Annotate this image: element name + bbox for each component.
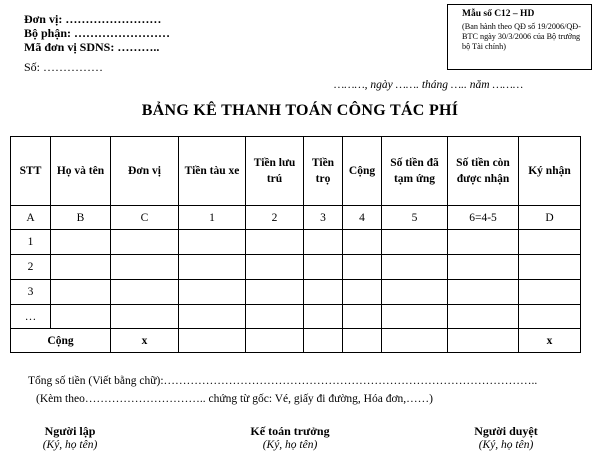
header-name: Họ và tên [51,137,111,206]
empty-cell [343,255,382,280]
empty-cell [519,255,581,280]
table-row [11,305,581,329]
signature-approver [426,424,586,451]
header-stt: STT [11,137,51,206]
empty-cell [111,280,179,305]
empty-cell [382,255,448,280]
code-cell: 2 [246,206,304,230]
empty-cell [179,329,246,353]
empty-cell [246,329,304,353]
table-total-row [11,329,581,353]
empty-cell [343,230,382,255]
attachment-note: (Kèm theo………………………….. chứng từ gốc: Vé, giấy đi đường, Hóa đơn,……) [36,393,434,405]
empty-cell [246,305,304,329]
form-code-box [447,4,592,70]
empty-cell [51,255,111,280]
signature-preparer [0,424,150,451]
empty-cell [304,329,343,353]
empty-cell [246,230,304,255]
code-cell: 3 [304,206,343,230]
department-field: Bộ phận: …………………… [24,26,171,40]
empty-cell [51,280,111,305]
signature-chief-accountant [210,424,370,451]
empty-cell [179,305,246,329]
empty-cell [51,305,111,329]
document-number-field: Số: …………… [24,60,104,74]
table-row [11,230,581,255]
code-cell: 5 [382,206,448,230]
empty-cell [448,255,519,280]
table-row [11,255,581,280]
empty-cell [343,305,382,329]
empty-cell [179,255,246,280]
empty-cell [111,230,179,255]
row-number: 1 [11,230,51,255]
empty-cell [111,305,179,329]
amount-in-words: Tổng số tiền (Viết bằng chữ):…………………………………………………………………………………….. [28,375,538,387]
header-allowance: Tiền lưu trú [246,137,304,206]
expense-table [10,136,581,353]
form-code: Mẫu số C12 – HD [462,9,535,19]
row-number: 3 [11,280,51,305]
empty-cell [382,230,448,255]
empty-cell [382,305,448,329]
signature-title: Người lập [44,424,96,438]
empty-cell [304,255,343,280]
row-number: … [11,305,51,329]
signature-title: Kế toán trưởng [250,424,330,438]
empty-cell [448,329,519,353]
unit-field: Đơn vị: …………………… [24,12,162,26]
empty-cell [448,230,519,255]
empty-cell [246,255,304,280]
header-unit: Đơn vị [111,137,179,206]
row-number: 2 [11,255,51,280]
empty-cell [382,329,448,353]
header-advance: Số tiền đã tạm ứng [382,137,448,206]
date-line: ………, ngày ……. tháng ….. năm ……… [334,79,524,91]
total-unit-x: x [111,329,179,353]
empty-cell [246,280,304,305]
signature-subtitle: (Ký, họ tên) [262,439,318,451]
form-regulation-note: (Ban hành theo QĐ số 19/2006/QĐ-BTC ngày 30/3/2006 của Bộ trưởng bộ Tài chính) [462,22,581,51]
empty-cell [304,305,343,329]
empty-cell [179,280,246,305]
empty-cell [343,280,382,305]
empty-cell [304,230,343,255]
code-cell: B [51,206,111,230]
signature-subtitle: (Ký, họ tên) [478,439,534,451]
code-cell: 4 [343,206,382,230]
total-label: Cộng [11,329,111,353]
code-cell: C [111,206,179,230]
total-signature-x: x [519,329,581,353]
empty-cell [179,230,246,255]
code-cell: 6=4-5 [448,206,519,230]
empty-cell [519,305,581,329]
header-remaining: Số tiền còn được nhận [448,137,519,206]
header-signature: Ký nhận [519,137,581,206]
table-row [11,280,581,305]
document-title: BẢNG KÊ THANH TOÁN CÔNG TÁC PHÍ [141,102,459,119]
empty-cell [51,230,111,255]
empty-cell [519,230,581,255]
table-code-row [11,206,581,230]
empty-cell [519,280,581,305]
code-cell: 1 [179,206,246,230]
signature-title: Người duyệt [474,424,538,438]
header-sum: Cộng [343,137,382,206]
code-cell: D [519,206,581,230]
signature-subtitle: (Ký, họ tên) [42,439,98,451]
empty-cell [448,280,519,305]
empty-cell [111,255,179,280]
empty-cell [304,280,343,305]
header-lodging: Tiền trọ [304,137,343,206]
code-cell: A [11,206,51,230]
empty-cell [448,305,519,329]
empty-cell [382,280,448,305]
header-travel: Tiền tàu xe [179,137,246,206]
table-header-row [11,137,581,206]
budget-code-field: Mã đơn vị SDNS: ……….. [24,40,160,54]
empty-cell [343,329,382,353]
